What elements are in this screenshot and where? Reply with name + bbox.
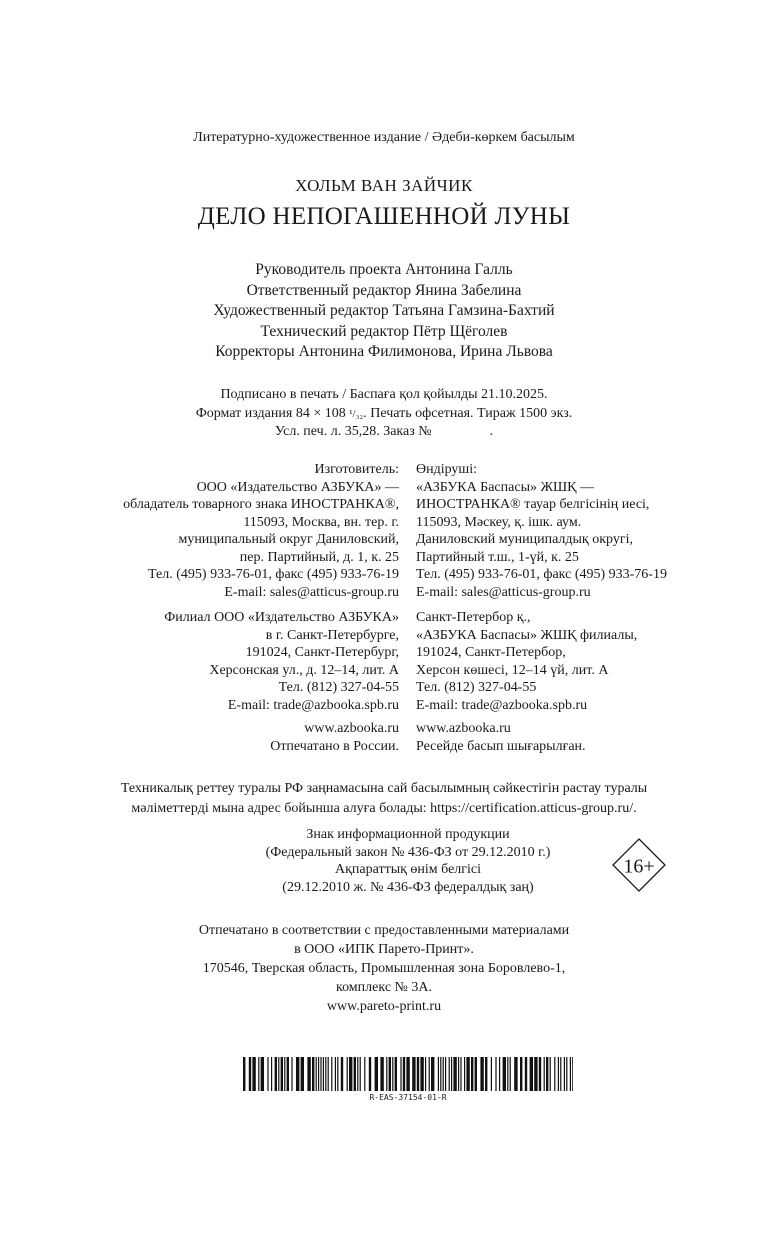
branch-kz-line: Санкт-Петербор қ., [416, 610, 531, 625]
barcode-bar [312, 1057, 314, 1091]
mfr-kz-line: «АЗБУКА Баспасы» ЖШҚ — [416, 479, 594, 495]
mfr-ru-line: 115093, Москва, вн. тер. г. [243, 514, 399, 530]
printed-line: комплекс № 3А. [335, 980, 432, 995]
barcode-bar [243, 1057, 245, 1091]
barcode-bar [453, 1057, 456, 1091]
barcode-bar [349, 1057, 352, 1091]
mfr-kz-line: Тел. (495) 933-76-01, факс (495) 933-76-19 [416, 567, 667, 582]
printed-line: Отпечатано в соответствии с предоставленными материалами [198, 923, 570, 938]
barcode-bar [347, 1057, 348, 1091]
branch-kz-line: E-mail: trade@azbooka.spb.ru [416, 697, 588, 713]
barcode-bar [458, 1057, 459, 1091]
credit-line: Технический редактор Пётр Щёголев [260, 322, 508, 340]
mfr-kz-line: 115093, Мәскеу, қ. ішк. аум. [416, 514, 582, 530]
barcode-bar [507, 1057, 508, 1091]
barcode-bar [431, 1057, 434, 1091]
barcode-bar [284, 1057, 285, 1091]
barcode-bar [417, 1057, 419, 1091]
barcode-bar [572, 1057, 573, 1091]
spacer [416, 601, 667, 609]
branch-ru-line: Филиал ООО «Издательство АЗБУКА» [164, 610, 399, 625]
format-fraction: ¹/₃₂ [349, 407, 364, 420]
barcode-bar [323, 1057, 324, 1091]
barcode-bar [400, 1057, 401, 1091]
printed-in-ru: Отпечатано в России. [270, 738, 399, 754]
barcode-bar [389, 1057, 391, 1091]
printed-line: 170546, Тверская область, Промышленная зона Боровлево-1, [202, 961, 566, 976]
mfr-ru-line: муниципальный округ Даниловский, [178, 532, 399, 547]
barcode-bar [480, 1057, 483, 1091]
info-sign-line: Ақпараттық өнім белгісі [334, 862, 482, 877]
print-info [0, 386, 768, 442]
branch-kz-line: 191024, Санкт-Петербор, [416, 645, 566, 660]
barcode-bar [375, 1057, 378, 1091]
barcode-bar [354, 1057, 356, 1091]
barcode-bar [412, 1057, 415, 1091]
barcode-bar [271, 1057, 272, 1091]
barcode-bar [335, 1057, 336, 1091]
barcode-bar [249, 1057, 251, 1091]
barcode-bar [443, 1057, 444, 1091]
order-text: Усл. печ. л. 35,28. Заказ № [274, 424, 432, 439]
mfr-ru-line: ООО «Издательство АЗБУКА» — [196, 479, 399, 495]
barcode-bar [420, 1057, 423, 1091]
branch-kz-line: Тел. (812) 327-04-55 [416, 680, 537, 695]
credit-line: Руководитель проекта Антонина Галль [255, 261, 513, 278]
edition-type: Литературно-художественное издание / Әдеби-көркем басылым [193, 130, 575, 145]
barcode-bar [530, 1057, 533, 1091]
age-rating-badge [612, 838, 666, 892]
mfr-ru-line: пер. Партийный, д. 1, к. 25 [239, 549, 399, 565]
barcode-bar [460, 1057, 461, 1091]
barcode-bar [491, 1057, 492, 1091]
barcode-bar [301, 1057, 304, 1091]
branch-kz-line: Херсон көшесі, 12–14 үй, лит. А [416, 662, 609, 678]
barcode-bar [525, 1057, 527, 1091]
age-rating-text: 16+ [623, 855, 655, 878]
format-text-2: . Печать офсетная. Тираж 1500 экз. [363, 405, 573, 421]
barcode-bar [514, 1057, 517, 1091]
barcode-bar [291, 1057, 292, 1091]
barcode-bar [566, 1057, 567, 1091]
barcode-bar [425, 1057, 426, 1091]
manufacturer-kz-column [416, 461, 667, 755]
barcode-bar [275, 1057, 277, 1091]
info-sign-line: (29.12.2010 ж. № 436-ФЗ федералдық заң) [282, 879, 534, 895]
mfr-kz-line: Өндіруші: [416, 462, 477, 477]
info-sign-line: Знак информационной продукции [306, 827, 510, 842]
branch-ru-line: 191024, Санкт-Петербург, [245, 645, 399, 660]
tech-line: мәліметтерді мына адрес бойынша алуға болады: https://certification.atticus-group.ru/. [131, 801, 637, 816]
barcode-bar [466, 1057, 469, 1091]
signed-line: Подписано в печать / Баспаға қол қойылды 21.10.2025. [220, 387, 548, 402]
mfr-kz-line: ИНОСТРАНКА® тауар белгісінің иесі, [416, 497, 650, 512]
barcode-bar [560, 1057, 561, 1091]
credit-line: Художественный редактор Татьяна Гамзина-Бахтий [213, 302, 555, 319]
barcode-bar [337, 1057, 338, 1091]
barcode-bar [341, 1057, 343, 1091]
barcode-bar [503, 1057, 506, 1091]
barcode-bar [395, 1057, 397, 1091]
barcode-bar [403, 1057, 405, 1091]
printed-by [0, 921, 768, 1016]
book-author: ХОЛЬМ ВАН ЗАЙЧИК [295, 176, 473, 195]
barcode-bar [554, 1057, 555, 1091]
mfr-kz-line: E-mail: sales@atticus-group.ru [416, 584, 591, 600]
barcode-bar [296, 1057, 299, 1091]
branch-ru-line: E-mail: trade@azbooka.spb.ru [227, 697, 399, 713]
credit-line: Ответственный редактор Янина Забелина [246, 281, 522, 299]
barcode-bar [325, 1057, 326, 1091]
barcode-bar [464, 1057, 465, 1091]
barcode-bar [534, 1057, 537, 1091]
order-line [0, 423, 768, 442]
tech-line: Техникалық реттеу туралы РФ заңнамасына сай басылымның сәйкестігін растау туралы [120, 781, 648, 796]
printed-line: в ООО «ИПК Парето-Принт». [294, 942, 474, 957]
barcode-bar [445, 1057, 446, 1091]
barcode-bar [287, 1057, 289, 1091]
barcode [243, 1057, 573, 1095]
barcode-text: R-EAS-37154-01-R [369, 1093, 447, 1102]
barcode-bar [258, 1057, 259, 1091]
barcode-bar [495, 1057, 496, 1091]
barcode-bar [438, 1057, 439, 1091]
barcode-bar [320, 1057, 321, 1091]
barcode-bar [499, 1057, 500, 1091]
barcode-bar [440, 1057, 441, 1091]
spacer [123, 601, 399, 609]
barcode-bar [328, 1057, 329, 1091]
website-ru: www.azbooka.ru [304, 721, 399, 736]
barcode-bar [539, 1057, 541, 1091]
barcode-bar [252, 1057, 255, 1091]
info-sign-line: (Федеральный закон № 436-ФЗ от 29.12.2010 г.) [265, 844, 551, 860]
credit-line: Корректоры Антонина Филимонова, Ирина Львова [215, 343, 553, 360]
manufacturer-ru-column [123, 461, 399, 755]
barcode-bar [570, 1057, 571, 1091]
mfr-ru-line: обладатель товарного знака ИНОСТРАНКА®, [123, 497, 399, 512]
barcode-bar [406, 1057, 409, 1091]
branch-ru-line: Херсонская ул., д. 12–14, лит. А [209, 662, 399, 678]
branch-kz-line: «АЗБУКА Баспасы» ЖШҚ филиалы, [416, 627, 638, 643]
barcode-bar [546, 1057, 548, 1091]
barcode-bar [471, 1057, 473, 1091]
mfr-ru-line: E-mail: sales@atticus-group.ru [224, 584, 399, 600]
printed-in-kz: Ресейде басып шығарылған. [416, 738, 586, 754]
barcode-bar [510, 1057, 511, 1091]
barcode-bar [316, 1057, 317, 1091]
barcode-bar [449, 1057, 450, 1091]
printed-line: www.pareto-print.ru [326, 999, 442, 1014]
branch-ru-line: в г. Санкт-Петербурге, [265, 627, 399, 643]
barcode-bar [564, 1057, 565, 1091]
order-dot: . [489, 424, 494, 439]
barcode-bar [360, 1057, 361, 1091]
barcode-bar [278, 1057, 279, 1091]
age-rating-diamond [612, 838, 666, 892]
barcode-bar [558, 1057, 559, 1091]
mfr-ru-line: Тел. (495) 933-76-01, факс (495) 933-76-19 [148, 567, 399, 582]
barcode-bar [475, 1057, 477, 1091]
barcode-bar [520, 1057, 522, 1091]
barcode-bar [261, 1057, 264, 1091]
credits [0, 260, 768, 363]
book-title: ДЕЛО НЕПОГАШЕННОЙ ЛУНЫ [197, 203, 571, 230]
barcode-bar [281, 1057, 283, 1091]
barcode-bar [369, 1057, 371, 1091]
branch-ru-line: Тел. (812) 327-04-55 [278, 680, 399, 695]
mfr-kz-line: Партийный т.ш., 1-үй, к. 25 [416, 549, 579, 565]
barcode-bar [485, 1057, 487, 1091]
barcode-bar [392, 1057, 393, 1091]
barcode-bar [357, 1057, 358, 1091]
barcode-bar [318, 1057, 319, 1091]
barcode-bar [380, 1057, 383, 1091]
barcode-bar [550, 1057, 551, 1091]
mfr-ru-line: Изготовитель: [314, 462, 399, 477]
format-line [0, 405, 768, 424]
barcode-bar [429, 1057, 430, 1091]
barcode-bar [544, 1057, 545, 1091]
info-product-sign [190, 826, 626, 896]
barcode-bar [451, 1057, 452, 1091]
tech-regulation [0, 779, 768, 819]
barcode-bar [364, 1057, 365, 1091]
website-kz: www.azbooka.ru [416, 721, 511, 736]
barcode-bar [331, 1057, 332, 1091]
barcode-bar [386, 1057, 387, 1091]
barcode-bar [307, 1057, 310, 1091]
format-text: Формат издания 84 × 108 [195, 405, 350, 421]
mfr-kz-line: Даниловский муниципалдық округі, [416, 532, 633, 547]
barcode-bar [267, 1057, 268, 1091]
